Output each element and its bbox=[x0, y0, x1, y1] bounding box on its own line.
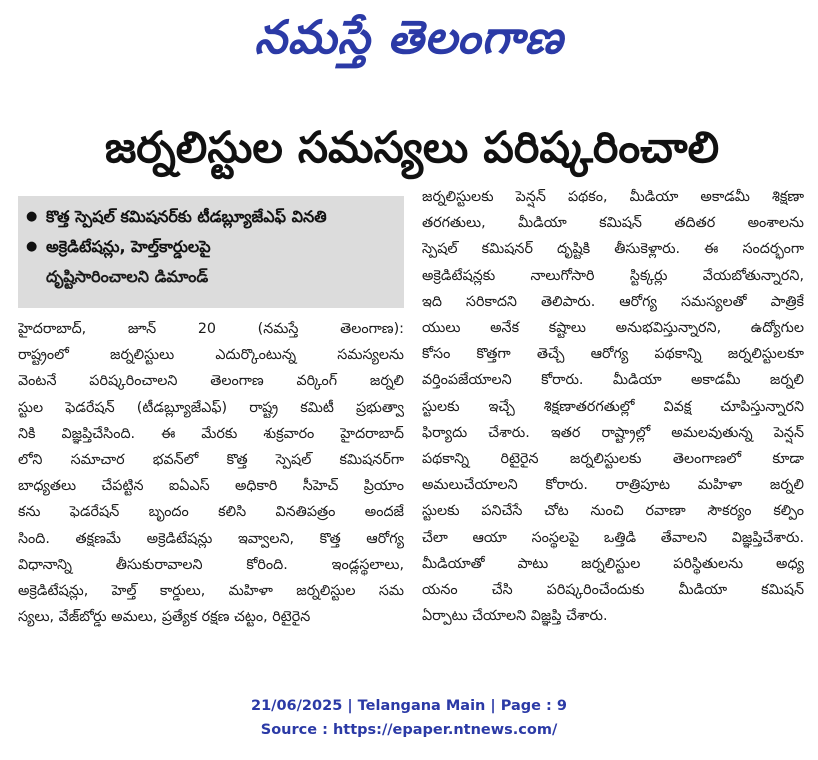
bullet-icon: ● bbox=[26, 239, 38, 254]
article-text-line: యులు అనేక కష్టాలు అనుభవిస్తున్నారని, ఉద్యోగుల bbox=[422, 320, 804, 337]
article-text-line: అక్రెడిటేషన్లు, హెల్త్ కార్డులు, మహిళా జర్నలిస్టుల సమ bbox=[18, 583, 404, 600]
article-text-line: అమలుచేయాలని కోరారు. రాత్రిపూట మహిళా జర్నలి bbox=[422, 477, 804, 494]
article-text-line: సింది. తక్షణమే అక్రెడిటేషన్లు ఇవ్వాలని, కొత్త ఆరోగ్య bbox=[18, 530, 404, 547]
article-headline: జర్నలిస్టుల సమస్యలు పరిష్కరించాలి bbox=[104, 123, 720, 173]
subheading-item bbox=[26, 202, 396, 232]
subheading-continuation: దృష్టిసారించాలని డిమాండ్ bbox=[46, 267, 209, 286]
article-text-line: చేలా ఆయా సంస్థలపై ఒత్తిడి తేవాలని విజ్ఞప్తిచేశారు. bbox=[422, 529, 804, 546]
newspaper-masthead: నమస్తే తెలంగాణ bbox=[254, 10, 564, 64]
article-text-line: ఫిర్యాదు చేశారు. ఇతర రాష్ట్రాల్లో అమలవుతున్న పెన్షన్ bbox=[422, 424, 804, 441]
article-text-line: జర్నలిస్టులకు పెన్షన్ పథకం, మీడియా అకాడమీ శిక్షణా bbox=[422, 189, 804, 205]
article-text-line: అక్రెడిటేషన్లకు నాలుగోసారి స్టిక్కర్లు వేయబోతున్నారని, bbox=[422, 267, 804, 284]
source-url[interactable]: Source : https://epaper.ntnews.com/ bbox=[260, 722, 558, 738]
article-text-line: స్టులకు పనిచేసే చోట నుంచి రవాణా సౌకర్యం కల్పిం bbox=[422, 503, 804, 520]
article-text-line: కను ఫెడరేషన్ బృందం కలిసి వినతిపత్రం అందజే bbox=[18, 504, 404, 521]
article-text-line: పథకాన్ని రిటైరైన జర్నలిస్టులకు తెలంగాణలో కూడా bbox=[422, 451, 804, 468]
article-text-line: నికి విజ్ఞప్తిచేసింది. ఈ మేరకు శుక్రవారం హైదరాబాద్ bbox=[18, 425, 404, 442]
article-text-line: కోసం కొత్తగా తెచ్చే ఆరోగ్య పథకాన్ని జర్నలిస్టులకూ bbox=[422, 346, 804, 363]
article-column-right bbox=[422, 184, 804, 629]
article-text-line: యనం చేసి పరిష్కరించేందుకు మీడియా కమిషన్ bbox=[422, 582, 804, 599]
article-text-line: రాష్ట్రంలో జర్నలిస్టులు ఎదుర్కొంటున్న సమస్యలను bbox=[18, 347, 404, 364]
article-column-left bbox=[18, 316, 404, 630]
subheading-text: కొత్త స్పెషల్ కమిషనర్‌కు టీడబ్ల్యూజేఎఫ్ వినతి bbox=[46, 207, 327, 226]
article-text-line: స్టులకు ఇచ్చే శిక్షణాతరగతుల్లో వివక్ష చూపిస్తున్నారని bbox=[422, 398, 804, 415]
article-text-line: స్పెషల్ కమిషనర్ దృష్టికి తీసుకెళ్లారు. ఈ సందర్భంగా bbox=[422, 241, 804, 258]
article-text-line: స్యలు, వేజ్‌బోర్డు అమలు, ప్రత్యేక రక్షణ చట్టం, రిటైరైన bbox=[18, 609, 311, 626]
article-text-line: లోని సమాచార భవన్‌లో కొత్త స్పెషల్ కమిషనర్‌గా bbox=[18, 452, 404, 469]
article-text-line: వర్తింపజేయాలని కోరారు. మీడియా అకాడమీ జర్నలి bbox=[422, 372, 804, 389]
article-text-line: తరగతులు, మీడియా కమిషన్ తదితర అంశాలను bbox=[422, 215, 804, 232]
subheading-item bbox=[26, 232, 396, 262]
article-text-line: స్టుల ఫెడరేషన్ (టీడబ్ల్యూజేఎఫ్) రాష్ట్ర కమిటీ ప్రభుత్వా bbox=[18, 399, 404, 416]
subheading-box bbox=[18, 196, 404, 308]
subheading-text: అక్రెడిటేషన్లు, హెల్త్‌కార్డులపై bbox=[46, 237, 211, 256]
article-text-line: బాధ్యతలు చేపట్టిన ఐఏఎస్ అధికారి సీహెచ్ ప్రియాం bbox=[18, 478, 404, 495]
edition-info: 21/06/2025 | Telangana Main | Page : 9 bbox=[250, 698, 567, 714]
article-text-line: విధానాన్ని తీసుకురావాలని కోరింది. ఇండ్లస్థలాలు, bbox=[18, 556, 404, 573]
article-text-line: హైదరాబాద్, జూన్ 20 (నమస్తే తెలంగాణ): bbox=[18, 321, 404, 337]
article-text-line: వెంటనే పరిష్కరించాలని తెలంగాణ వర్కింగ్ జర్నలి bbox=[18, 373, 404, 390]
bullet-icon: ● bbox=[26, 209, 38, 224]
article-text-line: ఏర్పాటు చేయాలని విజ్ఞప్తి చేశారు. bbox=[422, 608, 608, 625]
article-text-line: మీడియాతో పాటు జర్నలిస్టుల పరిస్థితులను అధ్య bbox=[422, 555, 804, 572]
article-text-line: ఇది సరికాదని తెలిపారు. ఆరోగ్య సమస్యలతో పాత్రికే bbox=[422, 293, 804, 310]
